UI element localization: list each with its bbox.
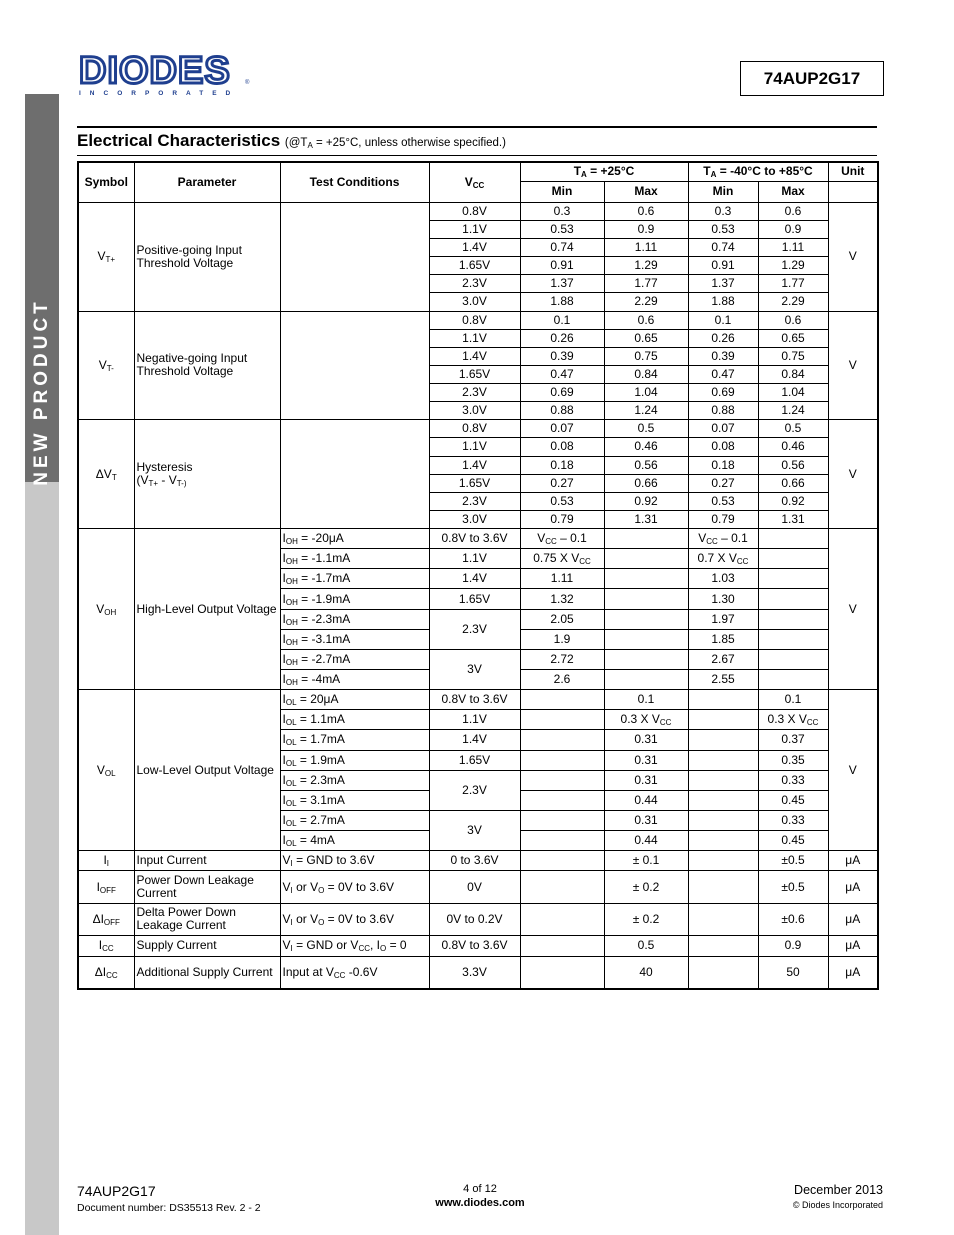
max-85-cell: 0.65 xyxy=(758,329,828,347)
min-25-cell: 0.07 xyxy=(520,420,604,438)
test-conditions-cell xyxy=(280,311,429,420)
symbol-cell: $V_{T-}$ xyxy=(78,311,134,420)
max-85-cell: 2.29 xyxy=(758,293,828,311)
unit-cell: μA xyxy=(828,956,878,989)
table-row xyxy=(78,202,878,220)
header-test-conditions: Test Conditions xyxy=(280,162,429,202)
header-rule-2 xyxy=(77,127,877,128)
vcc-cell: 1.4V xyxy=(429,347,520,365)
max-85-cell: 0.75 xyxy=(758,347,828,365)
min-85-cell: 0.88 xyxy=(688,402,758,420)
max-25-cell: 2.29 xyxy=(604,293,688,311)
max-25-cell: 1.77 xyxy=(604,275,688,293)
vcc-cell: 1.65V xyxy=(429,474,520,492)
min-85-cell: 1.97 xyxy=(688,609,758,629)
vcc-cell: 0.8V to 3.6V xyxy=(429,529,520,549)
min-25-cell: 2.72 xyxy=(520,649,604,669)
max-85-cell xyxy=(758,529,828,549)
max-85-cell: 0.56 xyxy=(758,456,828,474)
test-condition-cell: $I_{OL} = 2.3mA$ xyxy=(280,770,429,790)
test-condition-cell: $I_{OH} = -3.1mA$ xyxy=(280,629,429,649)
max-25-cell: 0.3 X $V_{CC}$ xyxy=(604,710,688,730)
max-25-cell: 1.31 xyxy=(604,510,688,528)
min-25-cell: 0.69 xyxy=(520,384,604,402)
min-85-cell xyxy=(688,935,758,956)
min-25-cell: 0.75 X $V_{CC}$ xyxy=(520,549,604,569)
max-25-cell: 0.46 xyxy=(604,438,688,456)
test-condition-cell: $V_I$ or $V_O = 0V$ to 3.6V xyxy=(280,903,429,935)
min-25-cell xyxy=(520,690,604,710)
min-25-cell: 0.74 xyxy=(520,239,604,257)
max-25-cell: 1.11 xyxy=(604,239,688,257)
vcc-cell: 0.8V xyxy=(429,420,520,438)
max-25-cell: 0.66 xyxy=(604,474,688,492)
min-25-cell: 0.1 xyxy=(520,311,604,329)
footer-date: December 2013 xyxy=(794,1183,883,1197)
max-85-cell: 0.92 xyxy=(758,492,828,510)
table-header-row xyxy=(78,162,878,181)
max-25-cell: 1.04 xyxy=(604,384,688,402)
min-25-cell xyxy=(520,831,604,851)
symbol-cell: $\Delta I_{CC}$ xyxy=(78,956,134,989)
min-85-cell: 0.39 xyxy=(688,347,758,365)
max-85-cell: 1.24 xyxy=(758,402,828,420)
test-condition-cell: $I_{OL} = 1.1mA$ xyxy=(280,710,429,730)
max-85-cell: 0.46 xyxy=(758,438,828,456)
min-85-cell: 0.27 xyxy=(688,474,758,492)
symbol-cell: $V_{OH}$ xyxy=(78,529,134,690)
test-condition-cell: $V_I$ = GND to 3.6V xyxy=(280,851,429,871)
min-25-cell xyxy=(520,710,604,730)
max-85-cell: 0.9 xyxy=(758,220,828,238)
min-25-cell: 0.26 xyxy=(520,329,604,347)
min-25-cell xyxy=(520,935,604,956)
page-number: 4 of 12 xyxy=(463,1183,497,1195)
min-85-cell: 0.91 xyxy=(688,257,758,275)
table-row xyxy=(78,420,878,438)
min-85-cell xyxy=(688,851,758,871)
footer-right xyxy=(793,1183,883,1210)
min-25-cell xyxy=(520,851,604,871)
max-85-cell xyxy=(758,609,828,629)
header-max: Max xyxy=(604,181,688,202)
unit-cell: μA xyxy=(828,935,878,956)
vcc-cell: 1.4V xyxy=(429,456,520,474)
max-85-cell: 0.84 xyxy=(758,365,828,383)
min-25-cell xyxy=(520,871,604,903)
max-25-cell: 0.31 xyxy=(604,730,688,750)
symbol-cell: $V_{T+}$ xyxy=(78,202,134,311)
max-85-cell: 0.45 xyxy=(758,831,828,851)
vcc-cell: 2.3V xyxy=(429,492,520,510)
section-rule xyxy=(77,155,877,156)
max-85-cell: 0.33 xyxy=(758,770,828,790)
max-25-cell: ± 0.1 xyxy=(604,851,688,871)
table-row xyxy=(78,871,878,903)
max-85-cell: 0.6 xyxy=(758,311,828,329)
max-25-cell: 0.31 xyxy=(604,810,688,830)
min-85-cell: 0.7 X $V_{CC}$ xyxy=(688,549,758,569)
vcc-cell: 3.0V xyxy=(429,402,520,420)
test-condition-cell: $I_{OL} = 1.9mA$ xyxy=(280,750,429,770)
min-85-cell xyxy=(688,690,758,710)
unit-cell: V xyxy=(828,690,878,851)
test-condition-cell: $I_{OL} = 20\mu A$ xyxy=(280,690,429,710)
vcc-cell: 1.1V xyxy=(429,329,520,347)
min-85-cell: $V_{CC} - 0.1$ xyxy=(688,529,758,549)
website-link[interactable]: www.diodes.com xyxy=(435,1197,525,1209)
max-85-cell: 1.04 xyxy=(758,384,828,402)
unit-cell: μA xyxy=(828,903,878,935)
header-ta-25: $T_A = +25^\circ C$ xyxy=(520,162,688,181)
parameter-cell: Additional Supply Current xyxy=(134,956,280,989)
test-condition-cell: $I_{OH} = -1.1mA$ xyxy=(280,549,429,569)
test-condition-cell: $I_{OH} = -2.7mA$ xyxy=(280,649,429,669)
parameter-cell: High-Level Output Voltage xyxy=(134,529,280,690)
vcc-cell: 0 to 3.6V xyxy=(429,851,520,871)
min-85-cell: 0.74 xyxy=(688,239,758,257)
min-85-cell: 0.69 xyxy=(688,384,758,402)
min-25-cell xyxy=(520,770,604,790)
header-unit: Unit xyxy=(828,162,878,181)
max-85-cell: 50 xyxy=(758,956,828,989)
header-ta-range: $T_A = -40^\circ C$ to +85°C xyxy=(688,162,828,181)
max-25-cell xyxy=(604,649,688,669)
vcc-cell: 2.3V xyxy=(429,770,520,810)
min-25-cell: 0.79 xyxy=(520,510,604,528)
min-85-cell: 0.53 xyxy=(688,220,758,238)
min-25-cell: 0.18 xyxy=(520,456,604,474)
max-25-cell: 0.92 xyxy=(604,492,688,510)
max-85-cell: 1.31 xyxy=(758,510,828,528)
min-25-cell: $V_{CC} - 0.1$ xyxy=(520,529,604,549)
vcc-cell: 1.4V xyxy=(429,239,520,257)
vcc-cell: 0.8V to 3.6V xyxy=(429,935,520,956)
footer-part-number: 74AUP2G17 xyxy=(77,1183,156,1199)
max-85-cell xyxy=(758,649,828,669)
section-title xyxy=(77,131,506,151)
test-condition-cell: $I_{OH} = -1.9mA$ xyxy=(280,589,429,609)
min-25-cell xyxy=(520,903,604,935)
max-85-cell: 0.66 xyxy=(758,474,828,492)
vcc-cell: 1.65V xyxy=(429,365,520,383)
vcc-cell: 1.1V xyxy=(429,438,520,456)
min-25-cell: 0.08 xyxy=(520,438,604,456)
parameter-cell: Hysteresis ($V_{T+} - V_{T-)}$ xyxy=(134,420,280,529)
max-85-cell xyxy=(758,549,828,569)
min-85-cell xyxy=(688,710,758,730)
test-condition-cell: $I_{OL} = 3.1mA$ xyxy=(280,790,429,810)
vcc-cell: 3.0V xyxy=(429,293,520,311)
header-vcc: $V_{CC}$ xyxy=(429,162,520,202)
footer-left xyxy=(77,1183,261,1214)
max-25-cell: 1.29 xyxy=(604,257,688,275)
max-25-cell xyxy=(604,609,688,629)
parameter-cell: Supply Current xyxy=(134,935,280,956)
max-85-cell xyxy=(758,569,828,589)
min-25-cell: 0.91 xyxy=(520,257,604,275)
unit-cell: μA xyxy=(828,851,878,871)
test-condition-cell: $I_{OH} = -1.7mA$ xyxy=(280,569,429,589)
vcc-cell: 2.3V xyxy=(429,275,520,293)
min-85-cell: 1.88 xyxy=(688,293,758,311)
symbol-cell: $I_{OFF}$ xyxy=(78,871,134,903)
min-85-cell xyxy=(688,903,758,935)
test-condition-cell: $V_I$ = GND or $V_{CC}$, $I_O = 0$ xyxy=(280,935,429,956)
vcc-cell: 1.4V xyxy=(429,569,520,589)
diodes-logo xyxy=(79,52,239,97)
registered-mark: ® xyxy=(245,80,250,86)
min-85-cell xyxy=(688,790,758,810)
max-25-cell: ± 0.2 xyxy=(604,871,688,903)
sidebar-label: NEW PRODUCT xyxy=(31,298,52,486)
section-title-text: Electrical Characteristics xyxy=(77,131,281,150)
footer-copyright: © Diodes Incorporated xyxy=(792,1200,883,1210)
max-85-cell xyxy=(758,670,828,690)
min-85-cell: 1.37 xyxy=(688,275,758,293)
test-condition-cell: $I_{OH} = -20\mu A$ xyxy=(280,529,429,549)
min-25-cell: 2.05 xyxy=(520,609,604,629)
max-25-cell: 0.84 xyxy=(604,365,688,383)
unit-cell: V xyxy=(828,202,878,311)
logo-tagline: INCORPORATED xyxy=(79,90,240,97)
vcc-cell: 2.3V xyxy=(429,609,520,649)
test-conditions-cell xyxy=(280,420,429,529)
table-row xyxy=(78,529,878,549)
header-unit-blank xyxy=(828,181,878,202)
max-85-cell: 0.45 xyxy=(758,790,828,810)
max-85-cell: 1.77 xyxy=(758,275,828,293)
max-85-cell: 0.3 X $V_{CC}$ xyxy=(758,710,828,730)
min-85-cell: 0.18 xyxy=(688,456,758,474)
min-85-cell: 0.1 xyxy=(688,311,758,329)
min-85-cell: 0.26 xyxy=(688,329,758,347)
max-25-cell: 0.44 xyxy=(604,831,688,851)
unit-cell: V xyxy=(828,420,878,529)
max-85-cell: 0.1 xyxy=(758,690,828,710)
vcc-cell: 0.8V to 3.6V xyxy=(429,690,520,710)
test-condition-cell: $V_I$ or $V_O = 0V$ to 3.6V xyxy=(280,871,429,903)
part-number-header: 74AUP2G17 xyxy=(740,61,884,96)
min-25-cell xyxy=(520,730,604,750)
min-85-cell xyxy=(688,871,758,903)
logo-wordmark: DIODES xyxy=(79,50,231,92)
symbol-cell: $V_{OL}$ xyxy=(78,690,134,851)
header-max: Max xyxy=(758,181,828,202)
max-85-cell: 0.35 xyxy=(758,750,828,770)
max-25-cell xyxy=(604,629,688,649)
test-conditions-cell xyxy=(280,202,429,311)
test-condition-cell: $I_{OH} = -4mA$ xyxy=(280,670,429,690)
max-25-cell: 0.6 xyxy=(604,202,688,220)
parameter-cell: Input Current xyxy=(134,851,280,871)
max-25-cell: 0.9 xyxy=(604,220,688,238)
min-25-cell: 0.39 xyxy=(520,347,604,365)
min-25-cell: 0.53 xyxy=(520,220,604,238)
max-85-cell: 0.6 xyxy=(758,202,828,220)
parameter-cell: Delta Power Down Leakage Current xyxy=(134,903,280,935)
symbol-cell: $I_I$ xyxy=(78,851,134,871)
table-row xyxy=(78,935,878,956)
max-25-cell: 0.6 xyxy=(604,311,688,329)
footer-document-number: Document number: DS35513 Rev. 2 - 2 xyxy=(77,1202,261,1214)
min-85-cell xyxy=(688,956,758,989)
test-condition-cell: Input at $V_{CC}$ -0.6V xyxy=(280,956,429,989)
unit-cell: V xyxy=(828,529,878,690)
min-85-cell: 0.53 xyxy=(688,492,758,510)
min-85-cell xyxy=(688,770,758,790)
max-25-cell xyxy=(604,670,688,690)
min-25-cell: 0.27 xyxy=(520,474,604,492)
vcc-cell: 3.0V xyxy=(429,510,520,528)
max-25-cell: 0.75 xyxy=(604,347,688,365)
table-row xyxy=(78,956,878,989)
max-25-cell: 0.5 xyxy=(604,935,688,956)
max-85-cell: 0.5 xyxy=(758,420,828,438)
min-25-cell: 1.32 xyxy=(520,589,604,609)
min-85-cell xyxy=(688,730,758,750)
max-85-cell: ±0.6 xyxy=(758,903,828,935)
max-25-cell xyxy=(604,569,688,589)
min-85-cell: 2.55 xyxy=(688,670,758,690)
vcc-cell: 1.65V xyxy=(429,750,520,770)
max-25-cell: 0.31 xyxy=(604,750,688,770)
min-25-cell: 0.53 xyxy=(520,492,604,510)
header-symbol: Symbol xyxy=(78,162,134,202)
min-85-cell xyxy=(688,750,758,770)
test-condition-cell: $I_{OL} = 1.7mA$ xyxy=(280,730,429,750)
min-85-cell: 1.30 xyxy=(688,589,758,609)
min-85-cell: 1.03 xyxy=(688,569,758,589)
max-85-cell: ±0.5 xyxy=(758,851,828,871)
max-25-cell: 0.31 xyxy=(604,770,688,790)
vcc-cell: 0V to 0.2V xyxy=(429,903,520,935)
min-85-cell: 0.3 xyxy=(688,202,758,220)
min-25-cell: 0.47 xyxy=(520,365,604,383)
min-25-cell xyxy=(520,956,604,989)
max-25-cell: 0.56 xyxy=(604,456,688,474)
min-25-cell: 2.6 xyxy=(520,670,604,690)
min-25-cell: 1.37 xyxy=(520,275,604,293)
test-condition-cell: $I_{OL} = 2.7mA$ xyxy=(280,810,429,830)
symbol-cell: $I_{CC}$ xyxy=(78,935,134,956)
header-min: Min xyxy=(688,181,758,202)
max-25-cell xyxy=(604,529,688,549)
symbol-cell: $\Delta V_T$ xyxy=(78,420,134,529)
vcc-cell: 1.65V xyxy=(429,589,520,609)
table-row xyxy=(78,311,878,329)
max-25-cell: 0.44 xyxy=(604,790,688,810)
max-25-cell: 0.65 xyxy=(604,329,688,347)
table-row xyxy=(78,851,878,871)
symbol-cell: $\Delta I_{OFF}$ xyxy=(78,903,134,935)
min-25-cell xyxy=(520,810,604,830)
max-85-cell xyxy=(758,629,828,649)
vcc-cell: 3V xyxy=(429,810,520,850)
unit-cell: V xyxy=(828,311,878,420)
vcc-cell: 1.65V xyxy=(429,257,520,275)
min-25-cell xyxy=(520,790,604,810)
test-condition-cell: $I_{OL} = 4mA$ xyxy=(280,831,429,851)
max-85-cell: 1.29 xyxy=(758,257,828,275)
min-25-cell: 0.3 xyxy=(520,202,604,220)
max-25-cell xyxy=(604,549,688,569)
min-85-cell xyxy=(688,810,758,830)
parameter-cell: Positive-going Input Threshold Voltage xyxy=(134,202,280,311)
parameter-cell: Negative-going Input Threshold Voltage xyxy=(134,311,280,420)
header-min: Min xyxy=(520,181,604,202)
max-25-cell: 40 xyxy=(604,956,688,989)
max-85-cell: ±0.5 xyxy=(758,871,828,903)
max-85-cell: 0.33 xyxy=(758,810,828,830)
max-85-cell: 0.9 xyxy=(758,935,828,956)
max-25-cell: 0.1 xyxy=(604,690,688,710)
parameter-cell: Power Down Leakage Current xyxy=(134,871,280,903)
table-row xyxy=(78,690,878,710)
min-25-cell: 1.9 xyxy=(520,629,604,649)
min-85-cell: 2.67 xyxy=(688,649,758,669)
parameter-cell: Low-Level Output Voltage xyxy=(134,690,280,851)
vcc-cell: 0V xyxy=(429,871,520,903)
vcc-cell: 1.1V xyxy=(429,220,520,238)
min-85-cell: 1.85 xyxy=(688,629,758,649)
vcc-cell: 3.3V xyxy=(429,956,520,989)
vcc-cell: 0.8V xyxy=(429,202,520,220)
electrical-characteristics-table xyxy=(77,161,879,990)
vcc-cell: 1.1V xyxy=(429,549,520,569)
vcc-cell: 2.3V xyxy=(429,384,520,402)
vcc-cell: 0.8V xyxy=(429,311,520,329)
max-25-cell: 1.24 xyxy=(604,402,688,420)
unit-cell: μA xyxy=(828,871,878,903)
max-25-cell: 0.5 xyxy=(604,420,688,438)
min-25-cell: 0.88 xyxy=(520,402,604,420)
footer-center xyxy=(430,1183,530,1209)
section-note: ($@T_A = +25^\circ C$, unless otherwise specified.) xyxy=(284,137,506,150)
table-row xyxy=(78,903,878,935)
min-85-cell: 0.08 xyxy=(688,438,758,456)
max-25-cell xyxy=(604,589,688,609)
vcc-cell: 3V xyxy=(429,649,520,689)
max-25-cell: ± 0.2 xyxy=(604,903,688,935)
test-condition-cell: $I_{OH} = -2.3mA$ xyxy=(280,609,429,629)
max-85-cell xyxy=(758,589,828,609)
vcc-cell: 1.4V xyxy=(429,730,520,750)
min-85-cell: 0.47 xyxy=(688,365,758,383)
max-85-cell: 1.11 xyxy=(758,239,828,257)
header-parameter: Parameter xyxy=(134,162,280,202)
min-85-cell: 0.07 xyxy=(688,420,758,438)
min-85-cell xyxy=(688,831,758,851)
min-85-cell: 0.79 xyxy=(688,510,758,528)
vcc-cell: 1.1V xyxy=(429,710,520,730)
min-25-cell: 1.11 xyxy=(520,569,604,589)
max-85-cell: 0.37 xyxy=(758,730,828,750)
min-25-cell xyxy=(520,750,604,770)
min-25-cell: 1.88 xyxy=(520,293,604,311)
